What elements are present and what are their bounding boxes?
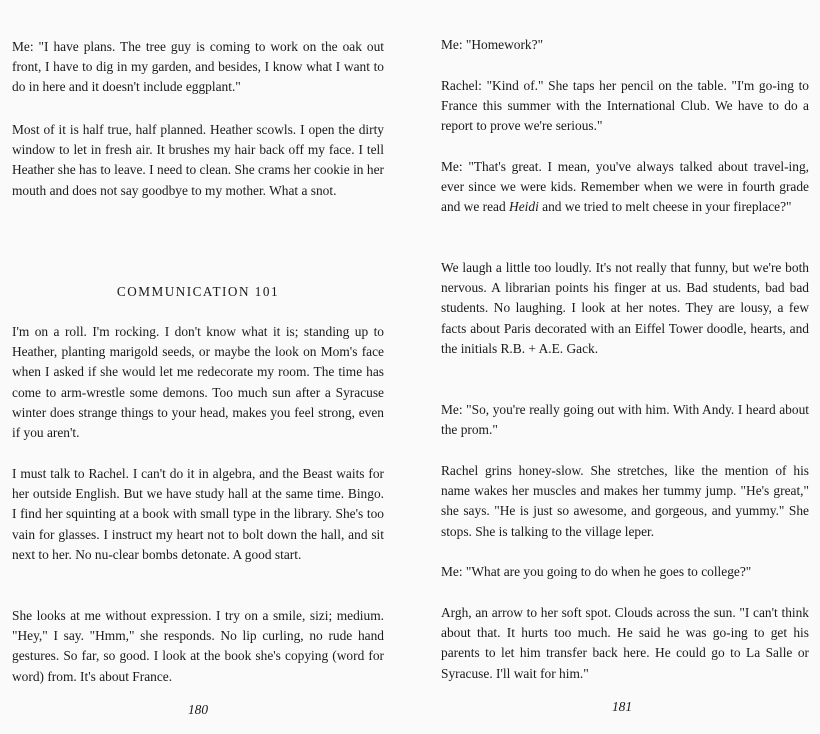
paragraph: I'm on a roll. I'm rocking. I don't know what it is; standing up to Heather, planting marigold seeds, or maybe the look on Mom's face when I asked if she would let me redecorate my room. The time has come to arm-wrestle some demons. Too much sun after a Syracuse winter does strange things to your head, makes you feel strong, even if you aren't.	[12, 324, 384, 441]
paragraph: Rachel: "Kind of." She taps her pencil on the table. "I'm go-ing to France this summer with the International Club. We have to do a report to prove we're serious."	[441, 78, 809, 134]
paragraph: Me: "What are you going to do when he goes to college?"	[441, 564, 752, 579]
book-title-italic: Heidi	[509, 199, 539, 215]
paragraph: Me: "So, you're really going out with him. With Andy. I heard about the prom."	[441, 402, 809, 438]
paragraph: Rachel grins honey-slow. She stretches, like the mention of his name wakes her muscles and makes her tummy jump. "He's great," she says. "He is just so awesome, and gorgeous, and yummy." She stops. She is talking to the village leper.	[441, 463, 809, 539]
paragraph: We laugh a little too loudly. It's not really that funny, but we're both nervous. A librarian points his finger at us. Bad students, bad bad students. No laughing. I look at her notes. They are lousy, a few facts about Paris decorated with an Eiffel Tower doodle, hearts, and the initials R.B. + A.E. Gack.	[441, 260, 809, 356]
paragraph: Me: "Homework?"	[441, 37, 544, 52]
paragraph: I must talk to Rachel. I can't do it in algebra, and the Beast waits for her outside English. But we have study hall at the same time. Bingo. I find her squinting at a book with small type in the library. She's too vain for glasses. I instruct my heart not to bolt down the hall, and sit next to her. No nu-clear bombs detonate. A good start.	[12, 466, 384, 562]
paragraph-text: Me: "That's great. I mean, you've always talked about travel-ing, ever since we were kids. Remember when we were in fourth grade and we read	[441, 159, 809, 215]
paragraph: Me: "I have plans. The tree guy is coming to work on the oak out front, I have to dig in my garden, and besides, I know what I want to do in here and it doesn't include eggplant."	[12, 39, 384, 95]
paragraph: She looks at me without expression. I try on a smile, sizi; medium. "Hey," I say. "Hmm," she responds. No lip curling, no rude hand gestures. So far, so good. I look at the book she's copying (word for word) from. It's about France.	[12, 608, 384, 684]
paragraph	[441, 157, 809, 218]
section-heading: COMMUNICATION 101	[116, 284, 280, 299]
page-number-right: 181	[611, 699, 633, 714]
paragraph-text: and we tried to melt cheese in your fireplace?"	[538, 199, 792, 215]
paragraph: Argh, an arrow to her soft spot. Clouds across the sun. "I can't think about that. It hurts too much. He said he was go-ing to get his parents to let him transfer back here. He could go to La Salle or Syracuse. I'll wait for him."	[441, 605, 809, 681]
paragraph: Most of it is half true, half planned. Heather scowls. I open the dirty window to let in fresh air. It brushes my hair back off my face. I tell Heather she has to leave. I need to clean. She crams her cookie in her mouth and does not say goodbye to my mother. What a snot.	[12, 122, 384, 198]
page-number-left: 180	[187, 702, 209, 717]
